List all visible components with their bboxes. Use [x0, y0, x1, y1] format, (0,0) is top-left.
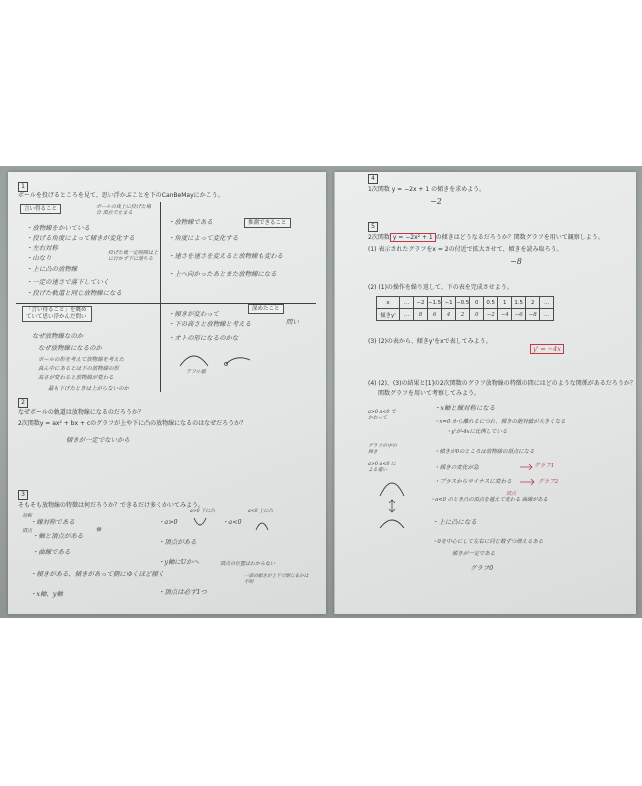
q5-sub2: (2) (1)の操作を繰り返して、下の表を完成させよう。 [368, 284, 513, 291]
hand-may-1: ・放物線である [168, 218, 213, 226]
q3-hand-right-1: ・a>0 [158, 518, 178, 526]
quadrant-divider-v [160, 202, 161, 392]
sketch-label: アフル値 [186, 369, 206, 375]
table-header-cell: 1 [498, 297, 512, 309]
q3-hand-left-3: ・曲線である [32, 548, 71, 556]
table-cell: 0 [470, 309, 484, 321]
hand-deep-1: ・傾きが変わって [168, 310, 220, 318]
right-worksheet [334, 172, 636, 614]
red-arrows [520, 464, 540, 486]
hand-may-2: ・角度によって変化する [168, 234, 239, 242]
table-header-cell: 1.5 [512, 297, 526, 309]
q1-number: 1 [18, 182, 28, 192]
q5-red-3: 頂点 [506, 491, 517, 497]
table-row-label: 傾きy' [377, 309, 400, 321]
q3-right-note-1: a>0 下に凸 [190, 509, 215, 514]
box-deep: 深めたこと [248, 304, 284, 314]
q5-note-left-1: a>0 a<0 でかわって [368, 410, 396, 421]
box-may: 推測できること [244, 218, 291, 228]
hand-deep-2: ・下の高さと放物線と考える [168, 320, 252, 328]
q5-sub3-answer: y' = −4x [530, 344, 564, 354]
q5-sub1: (1) 表示されたグラフをx = 2の付近で拡大させて、傾きを読み取ろう。 [368, 246, 563, 253]
hand-ask-4: 真ん中にあるとは下の放物線の形 [38, 366, 119, 372]
q5-hand-6: ・プラスからマイナスに変わる [434, 479, 512, 485]
slope-table-header-row [377, 297, 554, 309]
q5-red-2: グラフ2 [538, 479, 559, 485]
hand-can-note: ボールの真上に投げた場合 頂点で止まる [96, 204, 151, 216]
slope-table-value-row [377, 309, 554, 321]
table-header-cell: 0 [470, 297, 484, 309]
q5-red-1: グラフ1 [534, 463, 555, 469]
table-cell: 2 [456, 309, 470, 321]
hand-may-3: ・速さを速さを変えると放物線も変わる [168, 252, 284, 260]
hand-can-3: ・左右対称 [26, 244, 58, 252]
table-cell: −4 [498, 309, 512, 321]
hand-ask-1: なぜ放物線なのか [32, 332, 84, 340]
q5-hand-5: ・傾きの変化が急 [434, 465, 479, 471]
q2-prompt2: 2次関数y = ax² + bx + cのグラフが上や下に凸の放物線になるのはなぜだろうか？ [18, 420, 247, 427]
q5-hand-4: ・傾きが0のところは放物線の頂点になる [434, 449, 535, 455]
q4-answer: −2 [430, 197, 442, 206]
hand-can-6: ・一定の速さで落下していく [26, 278, 110, 286]
q2-number: 2 [18, 398, 28, 408]
q3-hand-left-1: ・線対称である [30, 518, 75, 526]
q1-prompt: ボールを投げるところを見て、思い浮かぶことを下のCanBeMayにかこう。 [18, 192, 224, 199]
hand-can-7: ・投げた軌道と同じ放物線になる [26, 289, 122, 297]
q3-note-2: 頂点 [22, 528, 33, 534]
q3-note-1: 対称 [22, 513, 33, 519]
q3-parabola-sketches [192, 516, 282, 532]
q5-prompt [368, 234, 604, 242]
q5-note-left-3: a>0 a<0 による違い [368, 462, 396, 473]
q5-prompt-func: y = −2x² + 1 [390, 233, 436, 242]
q5-hand-2: ・x=0 から離れるにつれ、傾きの絶対値が大きくなる [434, 419, 566, 425]
hand-may-4: ・上へ向かったあとまた放物線になる [168, 270, 277, 278]
q5-hand-10: 傾きが一定である [452, 551, 496, 557]
q2-prompt: なぜボールの軌道は放物線になるのだろうか？ [18, 409, 144, 416]
table-header-cell: −0.5 [456, 297, 470, 309]
q3-hand-left-4: ・傾きがある、傾きがあって側にゆくほど傾く [30, 570, 165, 578]
table-cell: −2 [484, 309, 498, 321]
q5-note-left-2: グラフの中の傾き [368, 444, 397, 455]
table-cell: −6 [512, 309, 526, 321]
hand-deep-label: 問い [286, 318, 299, 326]
q5-sub4: (4) (2)、(3)の結果と[1]の2次関数のグラフ放物線の特徴の間にはどのような関係があるだろうか？ [368, 380, 636, 387]
slope-table [376, 296, 554, 321]
q5-hand-7: ・a<0 のとき凸の頂点を越えて変わる 曲線がある [430, 497, 548, 503]
hand-can-1: ・放物線をかいている [26, 224, 90, 232]
q3-note-3: 軸 [96, 527, 102, 533]
q3-right-note-2: a<0 上に凸 [248, 509, 273, 514]
hand-ask-5: 高さが変わると放物線が変わる [38, 375, 114, 381]
table-header-cell: −1.5 [428, 297, 442, 309]
hand-can-4: ・山なり [26, 254, 52, 262]
hand-can-5: ・上に凸の放物線 [26, 265, 78, 273]
hand-ask-6: 最も下げたときは上がらないのか [48, 386, 129, 392]
q3-hand-left-5: ・x軸、y軸 [30, 590, 63, 598]
q3-right-note-3: 頂点の位置はわからない [220, 561, 276, 567]
q5-sub1-answer: −8 [510, 257, 522, 266]
q5-prompt-post: の傾きはどうなるだろうか？関数グラフを用いて観察しよう。 [435, 234, 604, 241]
q5-sub4b: 関数グラフを用いて考察してみよう。 [378, 390, 481, 397]
table-cell: … [540, 309, 554, 321]
q5-parabola-sketches [378, 474, 418, 530]
table-cell: −8 [526, 309, 540, 321]
photo-background [0, 166, 642, 618]
hand-can-note2: 投げた後一定時間は上に行かず下に落ちる [108, 250, 159, 262]
table-header-cell: … [400, 297, 414, 309]
q3-hand-right-3: ・頂点がある [158, 538, 197, 546]
q4-prompt: 1次関数 y = −2x + 1 の傾きを求めよう。 [368, 186, 486, 193]
table-cell: 8 [414, 309, 428, 321]
q3-right-note-4: 一部の傾きが上下で閉じるかは不明 [244, 574, 309, 585]
q3-number: 3 [18, 490, 28, 500]
table-header-cell: x [377, 297, 400, 309]
q5-hand-tail: グラフ0 [470, 564, 494, 572]
left-worksheet [8, 172, 326, 614]
q2-hand-answer: 傾きが一定でないから [66, 436, 130, 444]
q5-sub3: (3) (2)の表から、傾きy'をxで表してみよう。 [368, 338, 492, 345]
table-header-cell: … [540, 297, 554, 309]
table-header-cell: 2 [526, 297, 540, 309]
q3-hand-right-5: ・頂点は必ず1つ [158, 588, 207, 596]
box-can: 言い得ること [20, 204, 61, 214]
hand-ask-3: ボールの形を考えて放物線を考えた [38, 357, 125, 363]
table-cell: … [400, 309, 414, 321]
q5-prompt-pre: 2次関数 [368, 234, 390, 241]
table-cell: 6 [428, 309, 442, 321]
table-cell: 4 [442, 309, 456, 321]
q5-hand-8: ・上に凸になる [432, 518, 477, 526]
q4-number: 4 [368, 174, 378, 184]
q5-hand-1: ・x軸と線対称になる [434, 404, 496, 412]
table-header-cell: −2 [414, 297, 428, 309]
hand-deep-3: ・オトの形になるのかな [168, 334, 239, 342]
page-gutter [334, 172, 335, 614]
q3-hand-right-2: ・a<0 [222, 518, 242, 526]
q5-hand-9: ・0を中心にして左右に同じ数ずつ増えるある [432, 539, 544, 545]
box-ask: 「言い得ること」を眺めていて思い浮かんだ問い [22, 306, 92, 322]
q3-hand-right-4: ・y軸にUかへ [158, 558, 199, 566]
q5-hand-3: ・y'が-4xに比例している [446, 429, 508, 435]
hand-ask-2: なぜ放物線になるのか [38, 344, 102, 352]
q5-number: 5 [368, 222, 378, 232]
table-header-cell: 0.5 [484, 297, 498, 309]
q3-prompt: そもそも放物線の特徴は何だろうか？できるだけ多くかいてみよう。 [18, 502, 205, 509]
table-header-cell: −1 [442, 297, 456, 309]
q3-hand-left-2: ・軸と頂点がある [32, 532, 84, 540]
hand-can-2: ・投げる角度によって傾きが変化する [26, 234, 135, 242]
